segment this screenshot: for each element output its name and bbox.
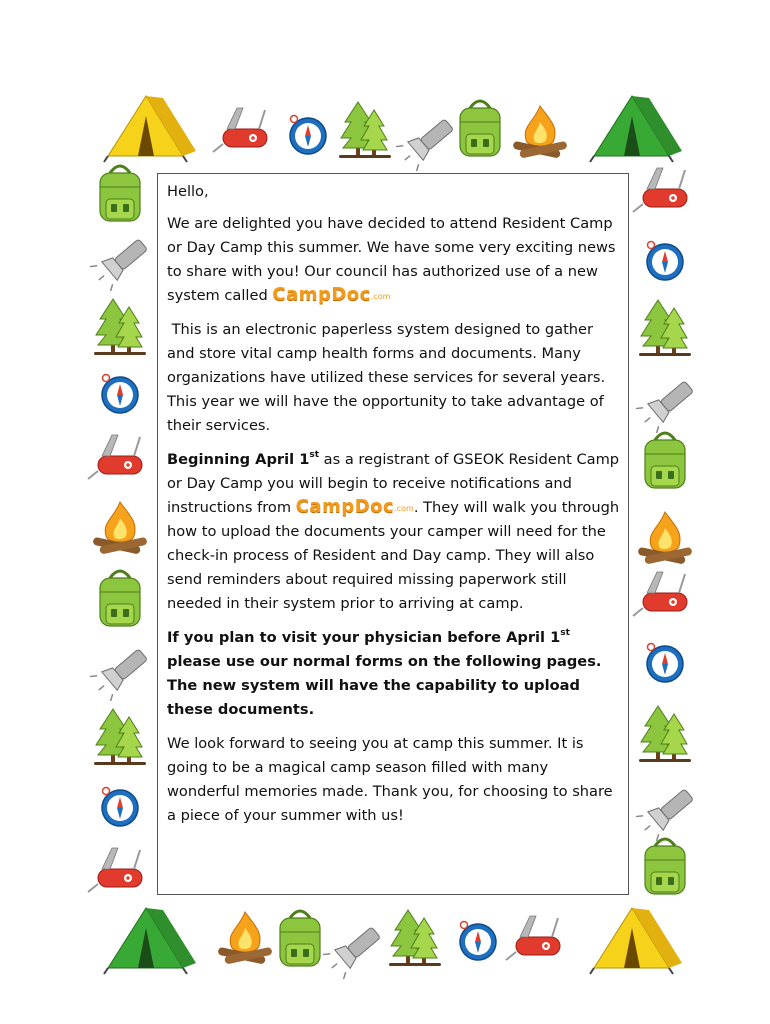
description-text: This is an electronic paperless system designed to gather and store vital camp health forms and documents. Many organizations have utilized these services for several years. This year we will have the opportunity to take advantage of their services. <box>167 321 606 434</box>
physician-date-suffix: st <box>560 628 570 638</box>
paragraph-closing: We look forward to seeing you at camp this summer. It is going to be a magical camp season filled with many wonderful memories made. Thank you, for choosing to share a piece of your summer with us! <box>167 735 613 824</box>
april-date-suffix: st <box>309 450 320 460</box>
campdoc-logo <box>272 285 390 307</box>
campdoc-inline-suffix: .com <box>394 504 414 513</box>
physician-text-a: If you plan to visit your physician before April 1 <box>167 629 561 646</box>
campdoc-inline-text: CampDoc <box>295 496 395 517</box>
paragraph-description <box>167 318 625 438</box>
paragraph-notifications <box>167 448 625 616</box>
greeting: Hello, <box>167 183 209 200</box>
april-date-bold <box>167 451 319 468</box>
campdoc-logo-inline <box>296 497 414 519</box>
campdoc-logo-text: CampDoc <box>272 284 371 305</box>
physician-text-b: please use our normal forms on the following pages. The new system will have the capability to upload these documents. <box>167 653 602 718</box>
campdoc-logo-suffix: .com <box>370 292 391 301</box>
notifications-text-a: as a registrant of GSEOK Resident Camp or Day Camp you will begin to receive notifications and instructions from <box>167 451 620 516</box>
april-date-text: Beginning April 1 <box>167 451 310 468</box>
paragraph-intro <box>167 212 625 308</box>
letter-body <box>167 180 625 838</box>
notifications-text-b: . They will walk you through how to upload the documents your camper will need for the check-in process of Resident and Day camp. They will also send reminders about required missing paperwork still needed in their system prior to arriving at camp. <box>167 499 620 612</box>
paragraph-physician-notice <box>167 626 625 722</box>
intro-text: We are delighted you have decided to attend Resident Camp or Day Camp this summer. We have some very exciting news to share with you! Our council has authorized use of a new system called <box>167 215 616 304</box>
